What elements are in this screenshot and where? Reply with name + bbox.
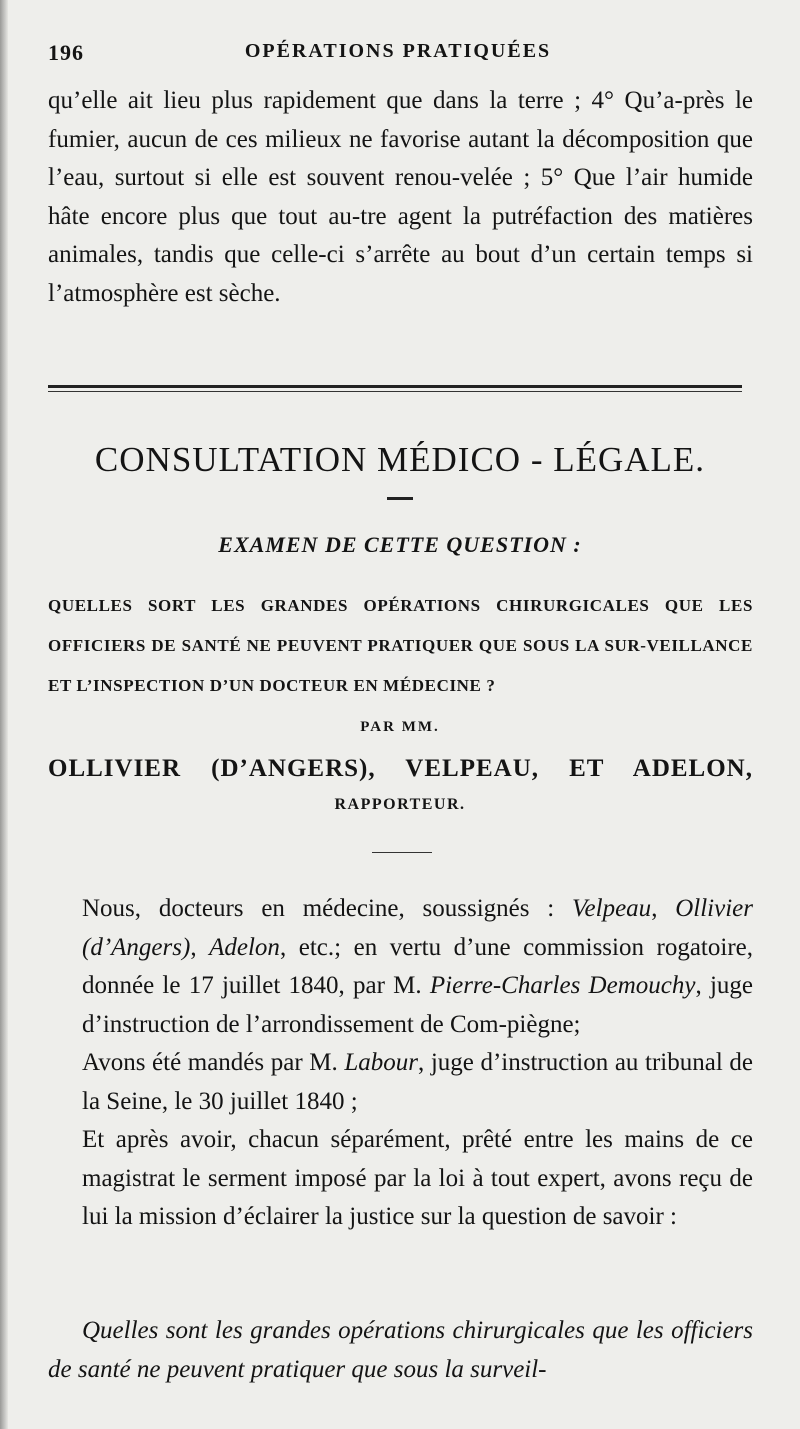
page-gutter-shadow xyxy=(0,0,8,1429)
intro-paragraph: qu’elle ait lieu plus rapidement que dans la terre ; 4° Qu’a-près le fumier, aucun de ces milieux ne favorise autant la décomposition que l’eau, surtout si elle est souvent renou-velée ; 5° Que l’air humide hâte encore plus que tout au-tre agent la putréfaction des matières animales, tandis que celle-ci s’arrête au bout d’un certain temps si l’atmosphère est sèche. xyxy=(48,87,753,307)
name-demouchy: Pierre-Charles Demouchy xyxy=(429,972,696,999)
rapporteur-label: RAPPORTEUR. xyxy=(334,796,466,813)
name-velpeau: Velpeau xyxy=(572,895,652,922)
authors-line: OLLIVIER (D’ANGERS), VELPEAU, ET ADELON, xyxy=(48,755,753,782)
name-adelon: Adelon xyxy=(209,933,280,961)
paragraph-avons xyxy=(48,1044,753,1121)
question-text: QUELLES SORT LES GRANDES OPÉRATIONS CHIRURGICALES QUE LES OFFICIERS DE SANTÉ NE PEUVENT PRATIQUER QUE SOUS LA SUR-VEILLANCE ET L’INSPECTION D’UN DOCTEUR EN MÉDECINE ? xyxy=(48,596,753,695)
paragraph-nous xyxy=(48,890,753,1044)
section-title: CONSULTATION MÉDICO - LÉGALE. xyxy=(94,440,706,479)
par-mm-label: PAR MM. xyxy=(360,719,440,735)
text-span: , xyxy=(651,895,676,922)
title-dash xyxy=(387,497,413,500)
name-labour: Labour xyxy=(344,1049,418,1076)
divider-thick-line xyxy=(48,385,742,388)
divider-thin-line xyxy=(48,391,742,392)
text-span: , etc.; en vertu d’une commission rogatoire, donnée le 17 juillet 1840, par M. xyxy=(82,933,753,999)
name-ollivier: Ollivier (d’Angers) xyxy=(82,895,753,961)
page-number: 196 xyxy=(48,40,84,65)
text-span: , juge d’instruction de l’arrondissement de Com-piègne; xyxy=(82,972,753,1038)
text-span: Nous, docteurs en médecine, soussignés : xyxy=(82,895,573,922)
text-span: , juge d’instruction au tribunal de la Seine, le 30 juillet 1840 ; xyxy=(82,1049,753,1115)
text-span: Quelles sont les grandes opérations chirurgicales que les officiers de santé ne peuvent pratiquer que sous la surveil- xyxy=(48,1317,753,1383)
paragraph-question-italic xyxy=(48,1312,753,1389)
text-span: Avons été mandés par M. xyxy=(82,1049,345,1076)
page-header xyxy=(48,40,748,70)
section-divider xyxy=(48,385,742,393)
body-text xyxy=(48,890,753,1237)
running-title: OPÉRATIONS PRATIQUÉES xyxy=(244,40,552,62)
section-subtitle: EXAMEN DE CETTE QUESTION : xyxy=(218,532,582,557)
paragraph-et-apres: Et après avoir, chacun séparément, prêté entre les mains de ce magistrat le serment imposé par la loi à tout expert, avons reçu de lui la mission d’éclairer la justice sur la question de savoir : xyxy=(82,1126,753,1230)
short-divider xyxy=(372,852,432,853)
text-span: , xyxy=(190,933,210,961)
